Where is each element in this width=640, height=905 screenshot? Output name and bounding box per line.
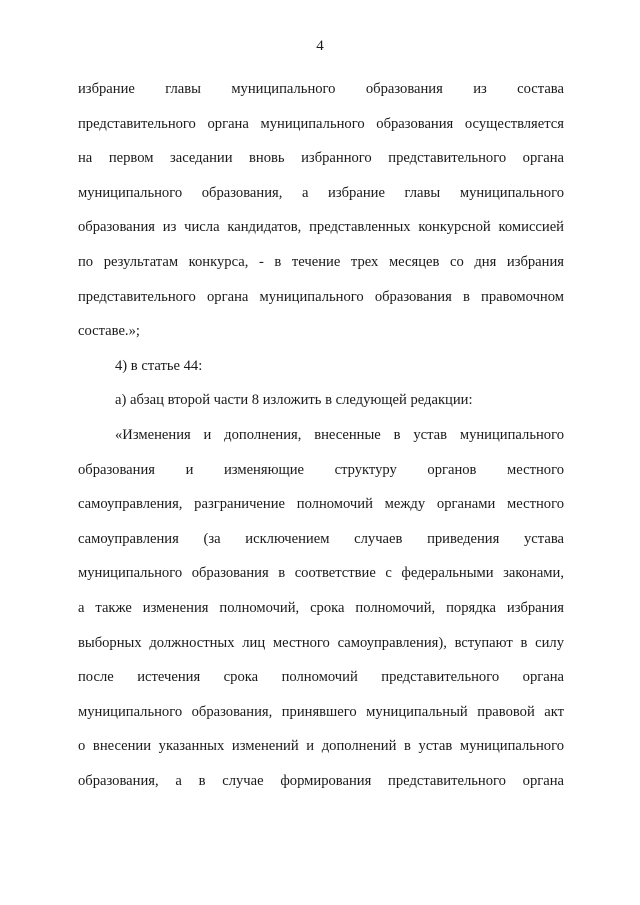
text-line: представительного органа муниципального образования в правомочном bbox=[78, 288, 564, 305]
text-line: муниципального образования, принявшего муниципальный правовой акт bbox=[78, 703, 564, 720]
text-line: о внесении указанных изменений и дополнений в устав муниципального bbox=[78, 738, 564, 755]
document-body bbox=[78, 72, 564, 798]
quote-first-line: «Изменения и дополнения, внесенные в устав муниципального bbox=[115, 426, 564, 443]
text-line: представительного органа муниципального образования осуществляется bbox=[78, 115, 564, 132]
text-line: самоуправления, разграничение полномочий между органами местного bbox=[78, 496, 564, 513]
text-line: после истечения срока полномочий представительного органа bbox=[78, 669, 564, 686]
text-line: образования, а в случае формирования представительного органа bbox=[78, 772, 564, 789]
text-line: а также изменения полномочий, срока полномочий, порядка избрания bbox=[78, 599, 564, 616]
text-line: образования из числа кандидатов, представленных конкурсной комиссией bbox=[78, 219, 564, 236]
text-line: образования и изменяющие структуру органов местного bbox=[78, 461, 564, 478]
text-line: муниципального образования, а избрание главы муниципального bbox=[78, 184, 564, 201]
text-line: на первом заседании вновь избранного представительного органа bbox=[78, 150, 564, 167]
text-line: муниципального образования в соответствие с федеральными законами, bbox=[78, 565, 564, 582]
text-line: выборных должностных лиц местного самоуправления), вступают в силу bbox=[78, 634, 564, 651]
list-item-line: 4) в статье 44: bbox=[115, 357, 203, 374]
text-line: по результатам конкурса, - в течение трех месяцев со дня избрания bbox=[78, 253, 564, 270]
text-line: самоуправления (за исключением случаев приведения устава bbox=[78, 530, 564, 547]
paragraph-end-line: составе.»; bbox=[78, 323, 140, 340]
subitem-line: а) абзац второй части 8 изложить в следующей редакции: bbox=[115, 392, 473, 409]
text-line: избрание главы муниципального образования из состава bbox=[78, 81, 564, 97]
page-number: 4 bbox=[316, 38, 324, 54]
